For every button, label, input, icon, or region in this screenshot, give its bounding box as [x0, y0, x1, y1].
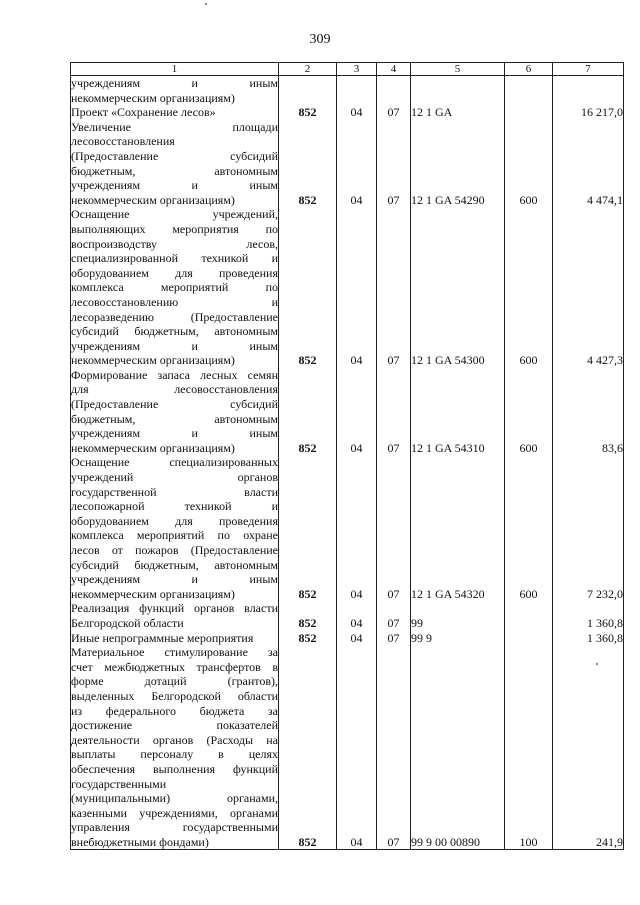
header-row: [71, 63, 624, 76]
row-name-line: некоммерческим организациям): [71, 440, 235, 455]
row-name-line: учреждениям и иным: [71, 338, 278, 353]
table-row: [71, 120, 624, 208]
row-name-line: государственной власти: [71, 484, 278, 499]
table-row: [71, 105, 624, 120]
table-body: [71, 76, 624, 850]
row-name: [71, 601, 279, 630]
grbs-code: 852: [279, 207, 337, 368]
row-name-line: субсидий бюджетным, автономным: [71, 557, 278, 572]
grbs-code: 852: [279, 120, 337, 208]
row-name: [71, 455, 279, 601]
subsection-code: 07: [377, 601, 411, 630]
target-article-code: 99 9: [411, 631, 505, 646]
row-name-line: выплаты персоналу в целях: [71, 747, 278, 762]
row-name: [71, 76, 279, 106]
row-name-line: оборудованием для проведения: [71, 265, 278, 280]
row-name-line: оборудованием для проведения: [71, 513, 278, 528]
amount: 16 217,0: [553, 105, 624, 120]
row-name-line: воспроизводству лесов,: [71, 236, 278, 251]
row-name-line: (Предоставление субсидий: [71, 397, 278, 412]
scan-speck: [205, 3, 207, 5]
expense-type-code: [505, 601, 553, 630]
column-header-1: 1: [71, 63, 279, 76]
expense-type-code: [505, 631, 553, 646]
row-name-line: учреждениям и иным: [71, 178, 278, 193]
row-name-line: Формирование запаса лесных семян: [71, 367, 278, 382]
amount: 4 474,1: [553, 120, 624, 208]
row-name: [71, 105, 279, 120]
column-header-3: 3: [337, 63, 377, 76]
subsection-code: 07: [377, 105, 411, 120]
grbs-code: 852: [279, 455, 337, 601]
target-article-code: 12 1 GA: [411, 105, 505, 120]
row-name: [71, 645, 279, 850]
row-name-line: Проект «Сохранение лесов»: [71, 105, 216, 120]
amount: 4 427,3: [553, 207, 624, 368]
amount: 83,6: [553, 368, 624, 456]
section-code: 04: [337, 368, 377, 456]
row-name-line: (муниципальными) органами,: [71, 791, 278, 806]
column-header-7: 7: [553, 63, 624, 76]
amount: 241,9: [553, 645, 624, 850]
row-name-line: Белгородской области: [71, 615, 184, 630]
subsection-code: [377, 76, 411, 106]
table-row: [71, 207, 624, 368]
row-name-line: управления государственными: [71, 820, 278, 835]
table-header: [71, 63, 624, 76]
row-name-line: достижение показателей: [71, 718, 278, 733]
section-code: 04: [337, 120, 377, 208]
row-name-line: выделенных Белгородской области: [71, 688, 278, 703]
row-name-line: некоммерческим организациям): [71, 353, 235, 368]
table-row: [71, 76, 624, 106]
row-name-line: счет межбюджетных трансфертов в: [71, 659, 278, 674]
table-row: [71, 601, 624, 630]
row-name-line: выполняющих мероприятия по: [71, 221, 278, 236]
row-name-line: комплекса мероприятий по охране: [71, 528, 278, 543]
table-row: [71, 645, 624, 850]
table-row: [71, 368, 624, 456]
row-name-line: форме дотаций (грантов),: [71, 674, 278, 689]
row-name-line: казенными учреждениями, органами: [71, 805, 278, 820]
row-name-line: государственными: [71, 776, 167, 791]
expense-type-code: 600: [505, 368, 553, 456]
row-name-line: лесовосстановления: [71, 134, 175, 149]
row-name-line: некоммерческим организациям): [71, 192, 235, 207]
row-name: [71, 120, 279, 208]
row-name: [71, 207, 279, 368]
table-row: [71, 455, 624, 601]
row-name-line: учреждениям и иным: [71, 572, 278, 587]
target-article-code: [411, 76, 505, 106]
target-article-code: 99: [411, 601, 505, 630]
scan-speck: [596, 663, 598, 665]
row-name-line: Оснащение специализированных: [71, 455, 278, 470]
row-name-line: комплекса мероприятий по: [71, 280, 278, 295]
target-article-code: 99 9 00 00890: [411, 645, 505, 850]
subsection-code: 07: [377, 207, 411, 368]
row-name-line: Оснащение учреждений,: [71, 207, 278, 222]
subsection-code: 07: [377, 645, 411, 850]
row-name-line: некоммерческим организациям): [71, 90, 235, 105]
column-header-4: 4: [377, 63, 411, 76]
expense-type-code: 600: [505, 120, 553, 208]
grbs-code: 852: [279, 105, 337, 120]
row-name-line: из федерального бюджета за: [71, 703, 278, 718]
grbs-code: 852: [279, 631, 337, 646]
row-name-line: деятельности органов (Расходы на: [71, 732, 278, 747]
row-name-line: бюджетным, автономным: [71, 411, 278, 426]
expense-type-code: [505, 76, 553, 106]
column-header-6: 6: [505, 63, 553, 76]
table-row: [71, 631, 624, 646]
row-name-line: внебюджетными фондами): [71, 834, 209, 849]
section-code: [337, 76, 377, 106]
section-code: 04: [337, 601, 377, 630]
row-name-line: учреждениям и иным: [71, 76, 278, 90]
amount: [553, 76, 624, 106]
section-code: 04: [337, 207, 377, 368]
row-name-line: лесопожарной техникой и: [71, 499, 278, 514]
row-name-line: субсидий бюджетным, автономным: [71, 324, 278, 339]
row-name-line: учреждениям и иным: [71, 426, 278, 441]
subsection-code: 07: [377, 631, 411, 646]
grbs-code: 852: [279, 368, 337, 456]
target-article-code: 12 1 GA 54290: [411, 120, 505, 208]
row-name-line: некоммерческим организациям): [71, 586, 235, 601]
row-name-line: Иные непрограммные мероприятия: [71, 630, 254, 645]
section-code: 04: [337, 105, 377, 120]
section-code: 04: [337, 631, 377, 646]
amount: 1 360,8: [553, 631, 624, 646]
row-name-line: для лесовосстановления: [71, 382, 278, 397]
expense-type-code: 600: [505, 455, 553, 601]
expense-type-code: 600: [505, 207, 553, 368]
row-name-line: специализированной техникой и: [71, 251, 278, 266]
row-name-line: Реализация функций органов власти: [71, 601, 278, 616]
row-name-line: учреждений органов: [71, 470, 278, 485]
row-name-line: лесов от пожаров (Предоставление: [71, 543, 278, 557]
column-header-5: 5: [411, 63, 505, 76]
grbs-code: [279, 76, 337, 106]
expense-type-code: [505, 105, 553, 120]
row-name-line: лесоразведению (Предоставление: [71, 309, 278, 324]
row-name: [71, 631, 279, 646]
amount: 7 232,0: [553, 455, 624, 601]
row-name: [71, 368, 279, 456]
row-name-line: обеспечения выполнения функций: [71, 761, 278, 776]
target-article-code: 12 1 GA 54310: [411, 368, 505, 456]
budget-table: [70, 62, 624, 850]
row-name-line: (Предоставление субсидий: [71, 148, 278, 163]
page-number: 309: [309, 32, 331, 47]
amount: 1 360,8: [553, 601, 624, 630]
target-article-code: 12 1 GA 54320: [411, 455, 505, 601]
row-name-line: бюджетным, автономным: [71, 163, 278, 178]
grbs-code: 852: [279, 601, 337, 630]
subsection-code: 07: [377, 120, 411, 208]
row-name-line: лесовосстановлению и: [71, 294, 278, 309]
row-name-line: Увеличение площади: [71, 119, 278, 134]
target-article-code: 12 1 GA 54300: [411, 207, 505, 368]
subsection-code: 07: [377, 455, 411, 601]
section-code: 04: [337, 645, 377, 850]
expense-type-code: 100: [505, 645, 553, 850]
row-name-line: Материальное стимулирование за: [71, 645, 278, 660]
column-header-2: 2: [279, 63, 337, 76]
subsection-code: 07: [377, 368, 411, 456]
grbs-code: 852: [279, 645, 337, 850]
section-code: 04: [337, 455, 377, 601]
